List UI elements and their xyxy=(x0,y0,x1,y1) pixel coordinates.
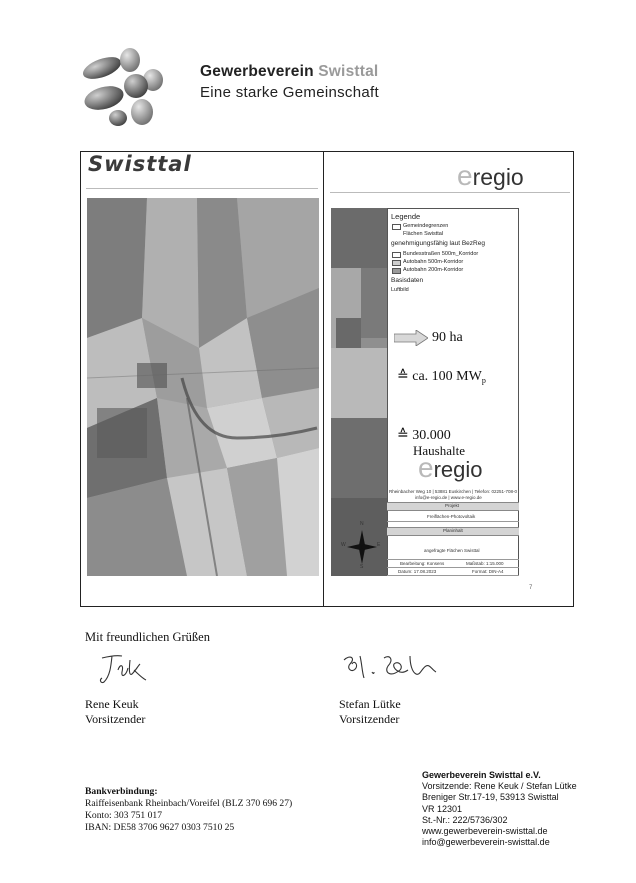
eregio-e: e xyxy=(418,452,434,483)
signer2-name: Stefan Lütke xyxy=(339,697,401,711)
signer2-role: Vorsitzender xyxy=(339,712,400,726)
signature-keuk xyxy=(96,650,148,688)
plan-label: Planinhalt xyxy=(443,528,463,533)
stat-power-sub: p xyxy=(481,376,486,385)
compass-n: N xyxy=(360,521,364,527)
eregio-logo-bottom xyxy=(418,452,483,484)
date-label: Datum: 17.08.2023 xyxy=(398,569,437,574)
org-tagline: Eine starke Gemeinschaft xyxy=(200,84,379,101)
signer1-role: Vorsitzender xyxy=(85,712,146,726)
bank-account: Konto: 303 751 017 xyxy=(85,810,163,821)
project-label: Projekt xyxy=(445,503,460,508)
legend-item: Luftbild xyxy=(391,287,409,293)
legend-swatch xyxy=(392,252,401,258)
footer-street: Breniger Str.17-19, 53913 Swisttal xyxy=(422,792,559,803)
plan-value: angefragte Flächen Swisttal xyxy=(424,548,480,553)
footer-board: Vorsitzende: Rene Keuk / Stefan Lütke xyxy=(422,781,577,792)
aerial-photo-left xyxy=(87,198,319,576)
org-address xyxy=(422,770,577,848)
legend-swatch xyxy=(392,260,401,266)
closing-greeting: Mit freundlichen Grüßen xyxy=(85,630,210,644)
signer1-name: Rene Keuk xyxy=(85,697,139,711)
legend-title: Legende xyxy=(391,212,421,221)
eregio-logo-top xyxy=(457,160,524,192)
map-rule-right xyxy=(330,192,570,193)
compass-s: S xyxy=(360,564,364,570)
footer-org: Gewerbeverein Swisttal e.V. xyxy=(422,770,541,780)
legend-group-title: genehmigungsfähig laut BezReg xyxy=(391,240,485,247)
legend-item: Autobahn 200m-Korridor xyxy=(403,267,464,273)
eregio-contact: info@e-regio.de | www.e-regio.de xyxy=(415,495,482,500)
footer-tax: St.-Nr.: 222/5736/302 xyxy=(422,814,508,825)
compass-e: E xyxy=(377,542,381,548)
legend-item: Gemeindegrenzen xyxy=(403,223,449,229)
footer-register: VR 12301 xyxy=(422,803,463,814)
scale-label: Maßstab: 1:15.000 xyxy=(466,561,504,566)
signature-luetke xyxy=(340,650,440,682)
stat-households-label: Haushalte xyxy=(413,443,465,458)
bank-iban: IBAN: DE58 3706 9627 0303 7510 25 xyxy=(85,822,235,833)
stat-power xyxy=(397,368,486,385)
format-label: Format: DIN-A4 xyxy=(472,569,504,574)
stat-power-value: ≙ ca. 100 MW xyxy=(397,369,482,384)
eregio-address: Rheinbacher Weg 10 | 53881 Euskirchen | Telefon: 02251-708-0 xyxy=(389,489,518,494)
legend-base-title: Basisdaten xyxy=(391,277,424,284)
legend-item: Autobahn 500m-Korridor xyxy=(403,259,464,265)
page-number: 7 xyxy=(529,585,533,591)
bank-name: Raiffeisenbank Rheinbach/Voreifel (BLZ 370 696 27) xyxy=(85,798,293,809)
map-divider xyxy=(323,151,324,607)
stat-households-value: ≙ 30.000 xyxy=(397,428,451,443)
legend-item: Bundesstraßen 500m_Korridor xyxy=(403,251,479,257)
stat-area: 90 ha xyxy=(432,330,463,345)
org-name-dark: Gewerbeverein xyxy=(200,63,314,80)
project-value: Freiflächen-Photovoltaik xyxy=(427,514,476,519)
map-rule-left xyxy=(86,188,318,189)
eregio-rest: regio xyxy=(433,457,483,482)
compass-w: W xyxy=(341,542,346,548)
bank-heading: Bankverbindung: xyxy=(85,786,158,797)
org-name xyxy=(200,63,378,81)
eregio-rest: regio xyxy=(472,164,524,190)
footer-web: www.gewerbeverein-swisttal.de xyxy=(422,826,548,837)
legend-swatch xyxy=(392,268,401,274)
org-name-light: Swisttal xyxy=(318,63,379,80)
flower-logo xyxy=(78,46,170,128)
legend-swatch xyxy=(392,224,401,230)
right-arrow-icon xyxy=(394,330,428,346)
bank-details xyxy=(85,786,292,834)
map-title: Swisttal xyxy=(88,152,192,176)
footer-email: info@gewerbeverein-swisttal.de xyxy=(422,837,550,848)
eregio-e: e xyxy=(457,160,473,191)
legend-item: Flächen Swisttal xyxy=(403,231,444,237)
editor-label: Bearbeitung: Konsens xyxy=(400,561,445,566)
